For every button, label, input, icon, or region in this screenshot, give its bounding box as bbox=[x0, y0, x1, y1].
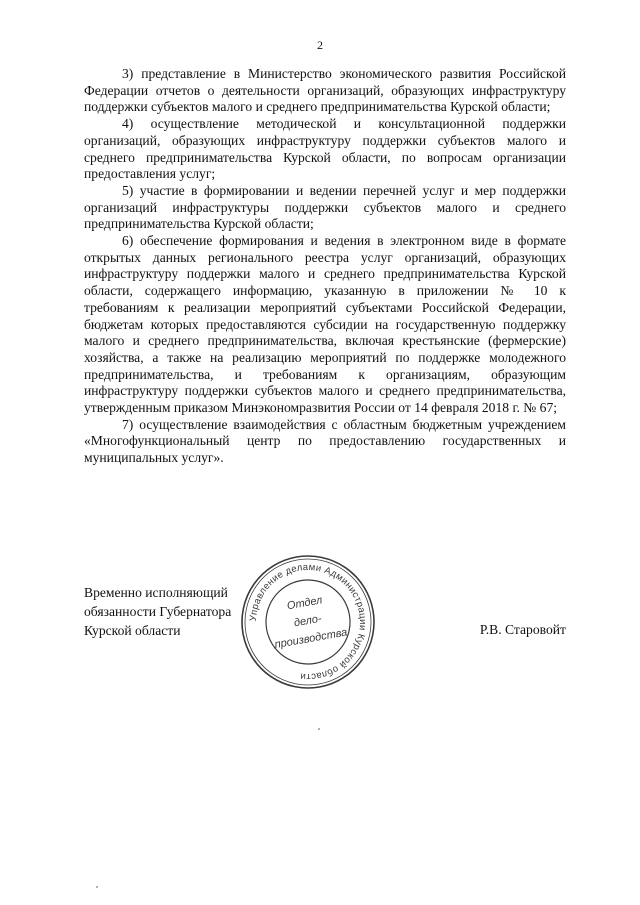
paragraph-7: 7) осуществление взаимодействия с областным бюджетным учреждением «Многофункциональный центр по предоставлению государственных и муниципальных услуг». bbox=[84, 416, 566, 466]
stamp-center-line-3: производства bbox=[273, 626, 349, 652]
signer-position-line-1: Временно исполняющий bbox=[84, 585, 228, 600]
paragraph-3: 3) представление в Министерство экономического развития Российской Федерации отчетов о деятельности организаций, образующих инфраструктуру поддержки субъектов малого и среднего предпринимательства Курской области; bbox=[84, 66, 566, 115]
paragraph-4: 4) осуществление методической и консультационной поддержки организаций, образующих инфраструктуру поддержки субъектов малого и среднего предпринимательства Курской области, по вопросам организации предоставления услуг; bbox=[84, 116, 566, 182]
signer-position-line-3: Курской области bbox=[84, 623, 181, 638]
paragraph-6: 6) обеспечение формирования и ведения в электронном виде в формате открытых данных регионального реестра услуг организаций, образующих инфраструктуру поддержки малого и среднего предпринимательства Курской области, содержащего информацию, указанную в приложении № 10 к требованиям к реализации мероприятий субъектами Российской Федерации, бюджетам которых предоставляются субсидии на государственную поддержку малого и среднего предпринимательства, включая крестьянские (фермерские) хозяйства, а также на реализацию мероприятий по поддержке молодежного предпринимательства, и требованиям к организациям, образующим инфраструктуру поддержки субъектов малого и среднего предпринимательства, утвержденным приказом Минэкономразвития России от 14 февраля 2018 г. № 67; bbox=[84, 233, 566, 416]
stamp-seal-icon bbox=[227, 541, 389, 703]
scan-speck bbox=[318, 728, 320, 730]
signer-name: Р.В. Старовойт bbox=[479, 622, 566, 637]
scan-speck bbox=[96, 886, 98, 888]
stamp-center-line-1: Отдел bbox=[286, 594, 324, 613]
document-body bbox=[84, 66, 566, 467]
stamp-center-line-2: дело- bbox=[293, 612, 323, 630]
stamp-outer-text: Управление делами Администрации Курской области bbox=[247, 561, 369, 683]
paragraph-5: 5) участие в формировании и ведении перечней услуг и мер поддержки организаций инфраструктуры поддержки субъектов малого и среднего предпринимательства Курской области; bbox=[84, 182, 566, 232]
signer-position-line-2: обязанности Губернатора bbox=[84, 604, 232, 619]
page-number: 2 bbox=[317, 38, 323, 52]
office-stamp bbox=[227, 541, 389, 703]
